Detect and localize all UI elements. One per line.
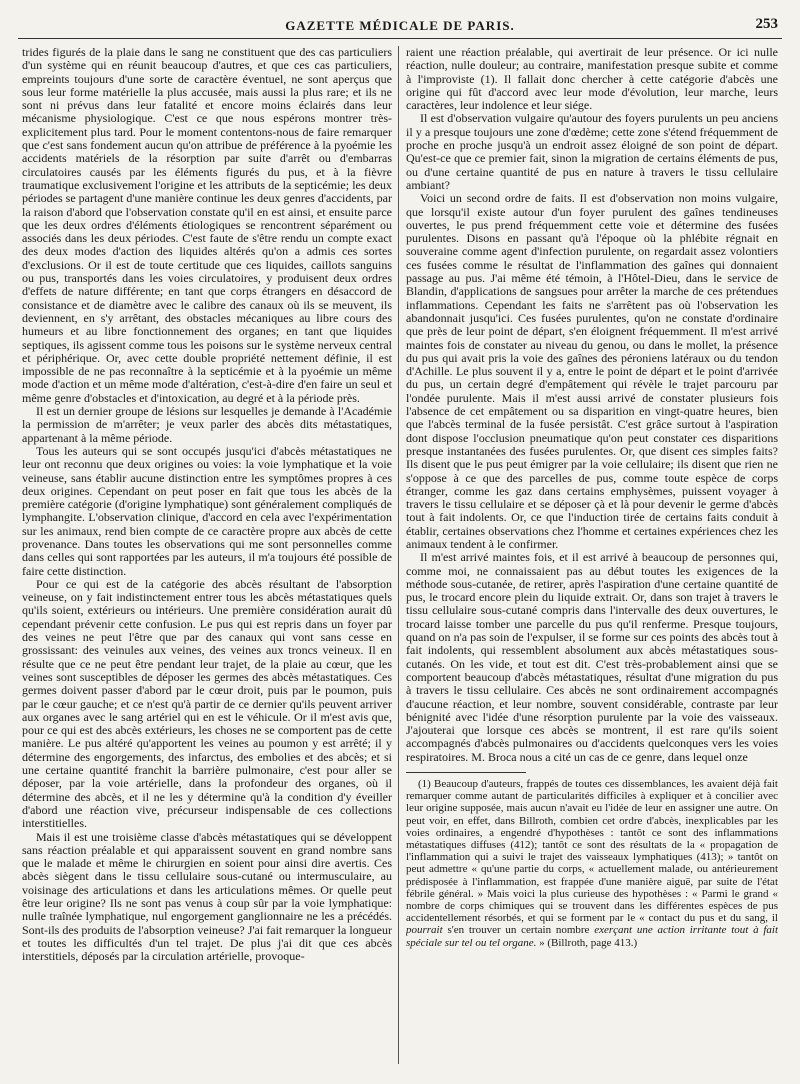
paragraph: Mais il est une troisième classe d'abcès métastatiques qui se développent sans réaction préalable et qui apparaissent souvent en grand nombre sans que le malade et même le chirurgien en soient pour ainsi dire avertis. Ces abcès siègent dans le tissu cellulaire sous-cutané ou intermusculaire, au voisinage des articulations et dans les articulations mêmes. Or quelle peut être leur origine? Ils ne sont pas venus à coup sûr par la voie lymphatique: nulle traînée lymphatique, nul engorgement ganglionnaire ne les a précédés. Sont-ils des produits de l'absorption veineuse? J'ai fait remarquer la longueur et toutes les difficultés d'un tel trajet. De plus j'ai dit que ces abcès interstitiels, déposés par la circulation artérielle, provoque- — [22, 829, 392, 964]
column-divider — [398, 46, 399, 1064]
paragraph: trides figurés de la plaie dans le sang ne constituent que des cas particuliers d'un système qui en réunit beaucoup d'autres, et que ces cas particuliers, empreints toujours d'une sorte de caractère éventuel, ne sont aperçus que sous leur forme matérielle la plus accusée, mais aussi la plus rare; et ils ne sont ni prévus dans leur fatalité et encore moins éclairés dans leur mécanisme physiologique. C'est ce que nous espérons montrer très-explicitement plus tard. Pour le moment contentons-nous de faire remarquer que c'est sans fondement aucun qu'on attribue de préférence à la pyoémie les accidents matériels de la résorption par suite d'arrêt ou d'embarras circulatoires causés par les éléments figurés du pus, et à la fièvre traumatique exclusivement l'origine et les attributs de la septicémie; les deux périodes se partagent d'une manière continue les deux genres d'accidents, par la raison d'abord que l'observation constate qu'il en est ainsi, et ensuite parce que les deux ordres d'éléments étiologiques se rencontrent séparément ou associés dans les deux périodes. C'est faute de s'être rendu un compte exact des deux modes d'action des liquides altérés qu'on a admis ces sortes d'exclusions. Or il est de toute certitude que ces liquides, caillots sanguins ou pus, transportés dans les voies circulatoires, y produisent deux ordres d'effets de nature différente; en tant que corps étrangers en désaccord de consistance et de diamètre avec le calibre des canaux où ils se meuvent, ils deviennent, en s'y arrêtant, des obstacles mécaniques au libre cours des humeurs et au libre fonctionnement des organes; en tant que liquides septiques, ils agissent comme tous les poisons sur le système nerveux central et périphérique. Or, avec cette double propriété nettement définie, il est impossible de ne pas reconnaître à la septicémie et à la pyoémie un même mode d'action et un même mode d'altération, c'est-à-dire d'en faire un seul et même genre d'obstacles et d'intoxication, au degré et à la période près. — [22, 46, 392, 405]
footnote-emphasis: pourrait — [406, 924, 443, 937]
footnote-part: » (Billroth, page 413.) — [536, 936, 638, 949]
page-number: 253 — [755, 16, 778, 32]
left-column — [22, 46, 392, 1070]
page-header — [18, 14, 782, 39]
paragraph: Il m'est arrivé maintes fois, et il est arrivé à beaucoup de personnes qui, comme moi, ne connaissaient pas au début toutes les exigences de la méthode sous-cutanée, de retirer, après l'aspiration d'une certaine quantité de pus, le trocard encore plein du liquide extrait. Or, dans son trajet à travers le tissu cellulaire sous-cutané compris dans l'intervalle des deux ouvertures, le trocard laisse tomber une parcelle du pus qu'il renferme. Presque toujours, quand on n'a pas soin de l'expulser, il se forme sur ces points des abcès tout à fait indolents, qui ressemblent absolument aux abcès métastatiques sous-cutanés. On les vide, et tout est dit. C'est très-probablement ainsi que se comportent beaucoup d'abcès métastatiques, résultat d'une migration du pus à travers le tissu cellulaire. Ces abcès ne sont ordinairement accompagnés d'aucune réaction, et leur nombre, souvent considérable, contraste par leur bénignité avec l'idée d'une résorption purulente par la voie des vaisseaux. J'ajouterai que lorsque ces abcès se montrent, il est rare qu'ils soient accompagnés d'abcès pulmonaires ou d'accidents quelconques vers les voies respiratoires. M. Broca nous a cité un cas de ce genre, dans lequel onze — [406, 550, 778, 764]
footnote-part: (1) Beaucoup d'auteurs, frappés de toutes ces dissemblances, les avaient déjà fait remarquer comme autant de particularités difficiles à expliquer et à concilier avec leur origine supposée, mais aucun n'avait eu l'idée de leur en assigner une autre. On peut voir, en effet, dans Billroth, combien cet ordre d'abcès, inexplicables par les voies ordinaires, a engendré d'hypothèses : tantôt ce sont des inflammations métastatiques diffuses (412); tantôt ce sont des résultats de la « propagation de l'inflammation qui a suivi le trajet des vaisseaux lymphatiques (413); » tantôt on peut admettre « qu'une partie du corps, « actuellement malade, ou antérieurement prédisposée à l'inflammation, est frappée d'une manière aiguë, par suite de l'état fébrile général. » Mais voici la plus curieuse des hypothèses : « Parmi le grand « nombre de corps chimiques qui se trouvent dans les différentes espèces de pus accidentellement résorbés, et qui se forment par le « contact du pus et du sang, il — [406, 778, 778, 925]
paragraph: Il est un dernier groupe de lésions sur lesquelles je demande à l'Académie la permission de m'arrêter; je veux parler des abcès dits métastatiques, appartenant à la même période. — [22, 404, 392, 445]
paragraph: Il est d'observation vulgaire qu'autour des foyers purulents un peu anciens il y a presque toujours une zone d'œdème; cette zone s'étend fréquemment de proche en proche jusqu'à un endroit assez éloigné de son point de départ. Qu'est-ce que ce premier fait, sinon la migration de certains éléments de pus, ou d'une certaine quantité de pus en nature à travers le tissu cellulaire ambiant? — [406, 111, 778, 192]
paragraph: Voici un second ordre de faits. Il est d'observation non moins vulgaire, que lorsqu'il existe autour d'un foyer purulent des gaînes tendineuses ouvertes, le pus prend fréquemment cette voie et détermine des fusées purulentes. Disons en passant qu'à l'époque où la phlébite régnait en souveraine comme agent d'infection purulente, on regardait assez volontiers ces fusées comme le résultat de l'inflammation des gaînes qui donnaient passage au pus. J'ai même été témoin, à l'Hôtel-Dieu, dans le service de Blandin, d'applications de sangsues pour arrêter la marche de ces prétendues inflammations. Cependant les faits ne s'arrêtent pas où l'observation les abandonnait jusqu'ici. Ces fusées purulentes, qu'on ne constate d'ordinaire que près de leur point de départ, s'en éloignent fréquemment. Il m'est arrivé maintes fois de constater au niveau du genou, ou dans le mollet, la présence du pus qui avait pris la voie des gaînes des péroniens latéraux ou du tendon d'Achille. Le plus souvent il y a, entre le point de départ et le point d'arrivée du pus, un certain degré d'empâtement qui révèle le trajet parcouru par l'ondée purulente. Mais il m'est aussi arrivé de constater plusieurs fois l'absence de cet empâtement ou sa disparition en vingt-quatre heures, bien que l'abcès terminal de la fusée persistât. C'est grâce surtout à l'aspiration dont dispose l'occlusion pneumatique qu'on peut constater ces disparitions presque instantanées des fusées purulentes. Or, que disent ces simples faits? Ils disent que le pus peut émigrer par la voie cellulaire; ils disent que rien ne s'oppose à ce que des parcelles de pus, comme toute espèce de corps étranger, comme les gaz dans certains emphysèmes, puissent voyager à travers le tissu cellulaire et se déposer çà et là pour devenir le germe d'abcès tout à fait indolents. Or, ce que l'induction tirée de certains faits conduit à établir, certaines observations chez l'homme et certaines expériences chez les animaux tendent à le confirmer. — [406, 191, 778, 551]
paragraph: raient une réaction préalable, qui avertirait de leur présence. Or ici nulle réaction, nulle douleur; au contraire, manifestation presque subite et comme à l'improviste (1). Il fallait donc chercher à cette catégorie d'abcès une origine qui fût d'accord avec leur mode d'évolution, leur marche, leurs caractères, leur indolence et leur siége. — [406, 46, 778, 113]
footnote-rule — [406, 772, 526, 773]
running-title: GAZETTE MÉDICALE DE PARIS. — [285, 18, 515, 33]
footnote-emphasis: exerçant une action irritante tout à fait spéciale sur tel ou tel organe. — [406, 924, 778, 949]
footnote — [406, 778, 778, 949]
paragraph: Pour ce qui est de la catégorie des abcès résultant de l'absorption veineuse, on y fait indistinctement entrer tous les abcès métastatiques quels qu'ils soient, extérieurs ou intérieurs. Une première considération aurait dû cependant prévenir cette confusion. Le pus qui est repris dans un foyer par des veines ne peut l'être que par des canaux qui vont sans cesse en grossissant: des veinules aux veines, des veines aux troncs veineux. Il en résulte que ce ne peut être pendant leur trajet, de la plaie au cœur, que les veines sont susceptibles de déposer les germes des abcès métastatiques. Ces germes doivent passer d'abord par le cœur droit, puis par le poumon, puis par le cœur gauche; et ce n'est qu'à partir de ce dernier qu'ils peuvent arriver aux organes avec le sang artériel qui en est le véhicule. Or il m'est avis que, pour ce qui est des abcès extérieurs, les choses ne se comportent pas de cette manière. Le pus altéré qu'apportent les veines au poumon y est arrêté; il y détermine des engorgements, des infarctus, des embolies et des abcès; et si une certaine quantité franchit la barrière pulmonaire, c'est pour aller se déposer, par la voie artérielle, dans la profondeur des organes, où il détermine des abcès, et il ne les y détermine qu'à la condition d'y éveiller d'abord une réaction vive, précurseur indispensable de ces collections interstitielles. — [22, 576, 392, 831]
footnote-text — [406, 778, 778, 949]
paragraph: Tous les auteurs qui se sont occupés jusqu'ici d'abcès métastatiques ne leur ont reconnu que deux origines ou voies: la voie lymphatique et la voie veineuse, sans établir aucune distinction entre les symptômes propres à ces deux origines. Cependant on peut poser en fait que tous les abcès de la première catégorie (d'origine lymphatique) sont généralement compliqués de lymphangite. L'observation clinique, d'accord en cela avec l'expérimentation sur les animaux, rend bien compte de ce caractère propre aux abcès de cette provenance. Dans toutes les observations qui me sont personnelles comme dans celles qui sont rapportées par les auteurs, il m'a toujours été possible de faire cette distinction. — [22, 443, 392, 578]
footnote-part: s'en trouver un certain nombre — [442, 924, 595, 937]
right-column — [406, 46, 778, 1070]
